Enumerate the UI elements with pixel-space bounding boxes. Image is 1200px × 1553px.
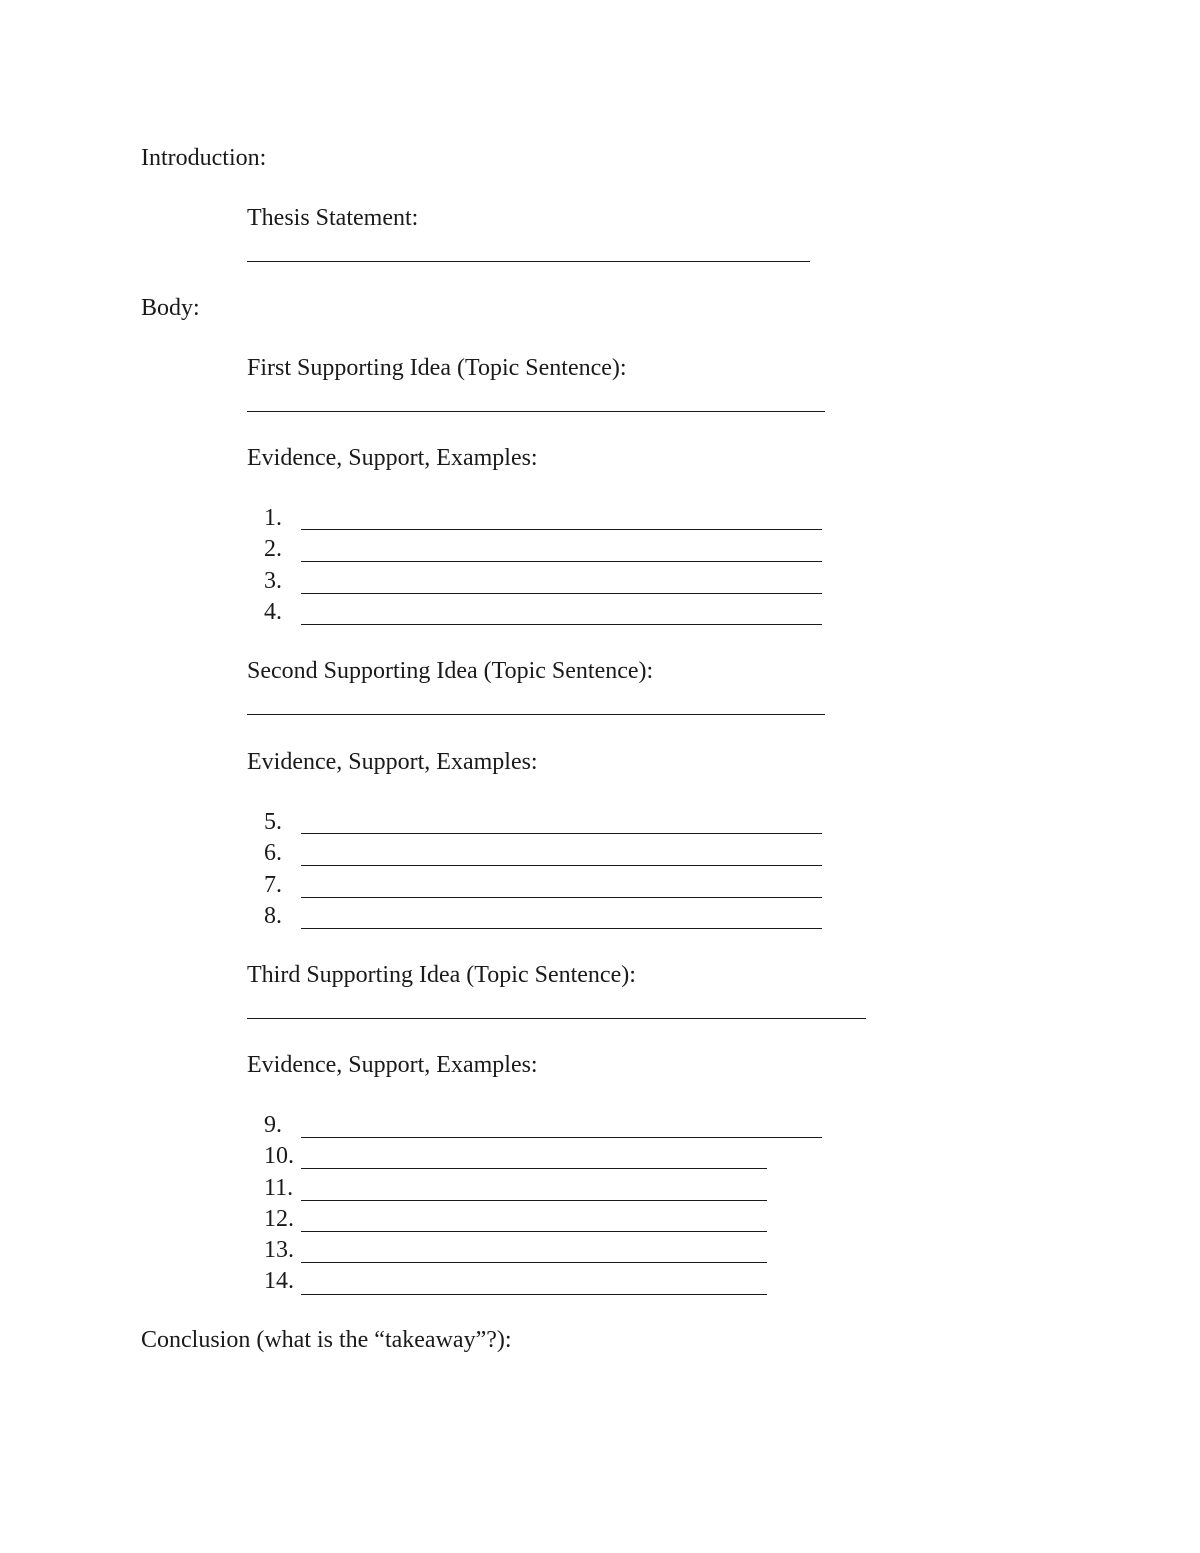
list-number: 13. (264, 1237, 294, 1263)
first-topic-line[interactable] (247, 411, 825, 412)
evidence-line-10[interactable] (301, 1168, 767, 1169)
evidence-line-13[interactable] (301, 1262, 767, 1263)
evidence-line-5[interactable] (301, 833, 822, 834)
first-evidence-label: Evidence, Support, Examples: (247, 445, 538, 471)
evidence-line-11[interactable] (301, 1200, 767, 1201)
evidence-line-8[interactable] (301, 928, 822, 929)
list-number: 12. (264, 1206, 294, 1232)
evidence-line-14[interactable] (301, 1294, 767, 1295)
body-heading: Body: (141, 295, 200, 321)
thesis-statement-label: Thesis Statement: (247, 205, 419, 231)
list-number: 8. (264, 903, 282, 929)
list-number: 5. (264, 809, 282, 835)
list-number: 3. (264, 568, 282, 594)
evidence-line-7[interactable] (301, 897, 822, 898)
list-number: 1. (264, 505, 282, 531)
evidence-line-4[interactable] (301, 624, 822, 625)
list-number: 11. (264, 1175, 294, 1201)
evidence-line-1[interactable] (301, 529, 822, 530)
first-topic-label: First Supporting Idea (Topic Sentence): (247, 355, 627, 381)
second-evidence-label: Evidence, Support, Examples: (247, 749, 538, 775)
evidence-line-3[interactable] (301, 593, 822, 594)
conclusion-heading: Conclusion (what is the “takeaway”?): (141, 1327, 512, 1353)
evidence-line-9[interactable] (301, 1137, 822, 1138)
list-number: 14. (264, 1268, 294, 1294)
evidence-line-12[interactable] (301, 1231, 767, 1232)
third-evidence-label: Evidence, Support, Examples: (247, 1052, 538, 1078)
evidence-line-2[interactable] (301, 561, 822, 562)
third-topic-label: Third Supporting Idea (Topic Sentence): (247, 962, 636, 988)
introduction-heading: Introduction: (141, 145, 267, 171)
second-topic-line[interactable] (247, 714, 825, 715)
list-number: 10. (264, 1143, 294, 1169)
list-number: 7. (264, 872, 282, 898)
list-number: 9. (264, 1112, 282, 1138)
list-number: 2. (264, 536, 282, 562)
list-number: 6. (264, 840, 282, 866)
list-number: 4. (264, 599, 282, 625)
thesis-statement-line[interactable] (247, 261, 810, 262)
third-topic-line[interactable] (247, 1018, 866, 1019)
evidence-line-6[interactable] (301, 865, 822, 866)
second-topic-label: Second Supporting Idea (Topic Sentence): (247, 658, 654, 684)
